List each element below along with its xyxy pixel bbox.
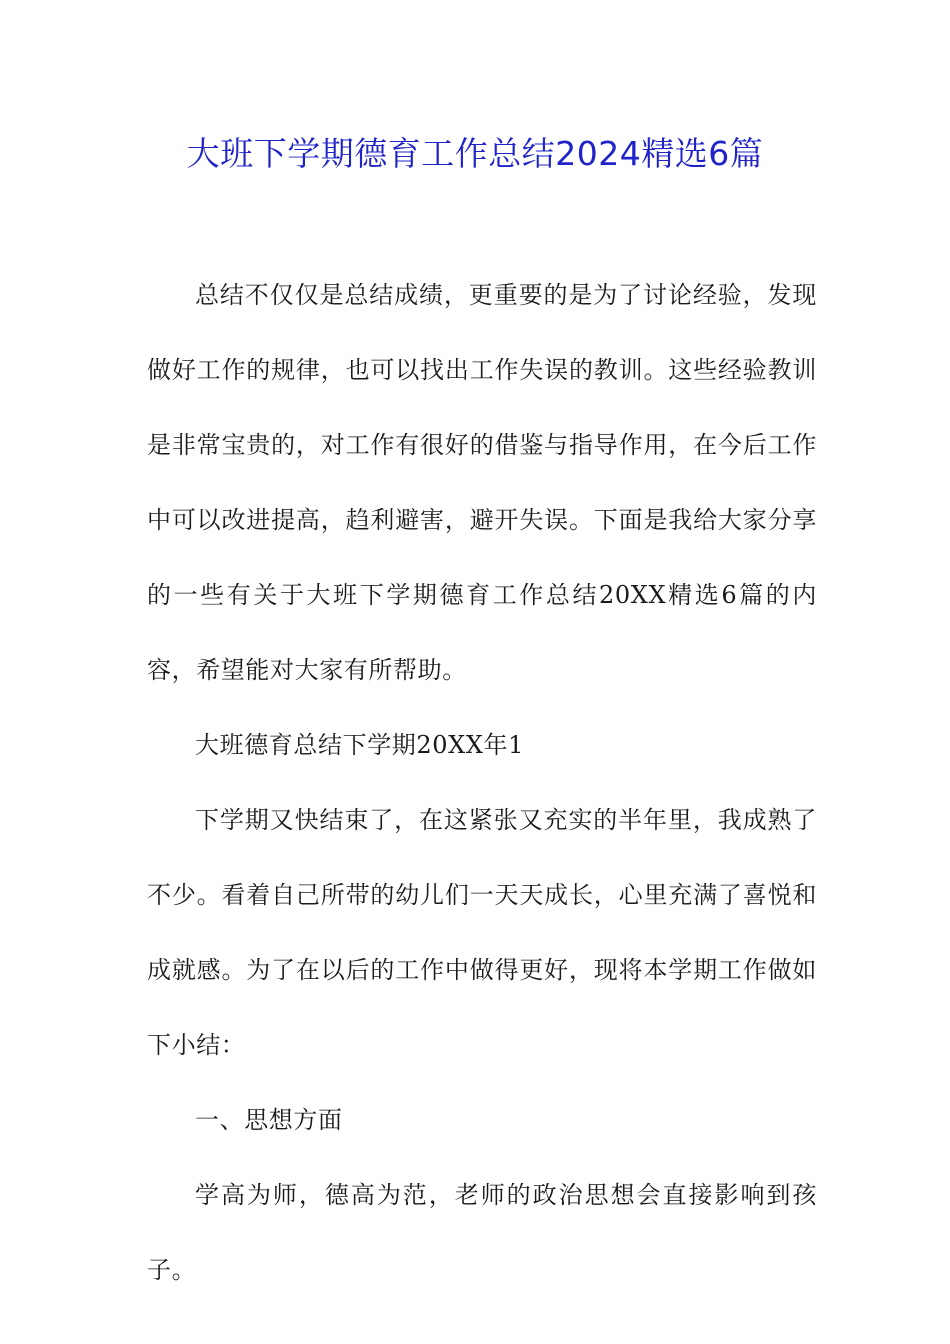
thought-paragraph: 学高为师，德高为范，老师的政治思想会直接影响到孩子。 [147, 1181, 817, 1284]
document-body [147, 258, 817, 1308]
section-paragraph: 下学期又快结束了，在这紧张又充实的半年里，我成熟了不少。看着自己所带的幼儿们一天天成长，心里充满了喜悦和成就感。为了在以后的工作中做得更好，现将本学期工作做如下小结： [147, 806, 817, 1059]
document-title: 大班下学期德育工作总结2024精选6篇 [186, 134, 764, 173]
subheading-thought: 一、思想方面 [195, 1106, 343, 1134]
section-title: 大班德育总结下学期20XX年1 [195, 731, 524, 759]
intro-paragraph: 总结不仅仅是总结成绩，更重要的是为了讨论经验，发现做好工作的规律，也可以找出工作失误的教训。这些经验教训是非常宝贵的，对工作有很好的借鉴与指导作用，在今后工作中可以改进提高，趋利避害，避开失误。下面是我给大家分享的一些有关于大班下学期德育工作总结20XX精选6篇的内容，希望能对大家有所帮助。 [147, 281, 817, 684]
